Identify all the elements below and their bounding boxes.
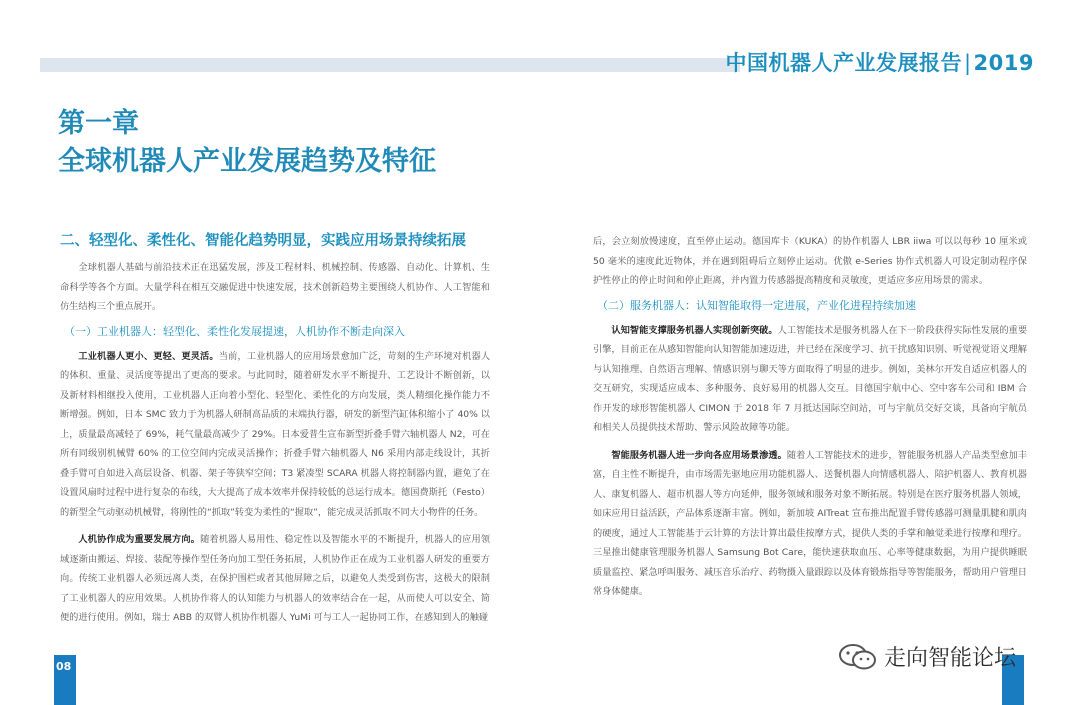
report-year: 2019: [973, 51, 1034, 75]
paragraph-collaboration: [60, 530, 490, 628]
header-title: [725, 48, 1034, 78]
paragraph-body: 随着人工智能技术的进步，智能服务机器人产品类型愈加丰富，自主性不断提升，由市场需先驱地应用功能机器人、送餐机器人向情感机器人、陪护机器人、教育机器人、康复机器人、超市机器人等方向延伸，服务领域和服务对象不断拓展。特别是在医疗服务机器人领域，如床应用日益活跃，产品体系逐渐丰富。例如，新加坡 AITreat 宣布推出配置手臂传感器可测量肌腱和肌肉的硬度，通过人工智能基于云计算的方法计算出最佳按摩方式，提供人类的手掌和触觉柔进行按摩和理疗。三星推出健康管理服务机器人 Samsung Bot Care，能快速获取血压、心率等健康数据，为用户提供睡眠质量监控、紧急呼叫服务、减压音乐治疗、药物摄入量跟踪以及体育锻炼指导等智能服务，帮助用户管理日常身体健康。: [593, 449, 1027, 597]
chapter-number: 第一章: [58, 108, 139, 139]
left-column: [60, 230, 490, 628]
paragraph-lead: 工业机器人更小、更轻、更灵活。: [78, 350, 219, 362]
paragraph-lead: 认知智能支撑服务机器人实现创新突破。: [611, 324, 778, 336]
paragraph-lead: 智能服务机器人进一步向各应用场景渗透。: [611, 449, 787, 461]
paragraph-lead: 人机协作成为重要发展方向。: [78, 534, 201, 545]
wechat-icon: [838, 644, 878, 670]
section-heading: 二、轻型化、柔性化、智能化趋势明显，实践应用场景持续拓展: [60, 233, 466, 249]
page-number: 08: [56, 660, 72, 673]
header-stripe: [40, 58, 740, 72]
subsection-heading-industrial: （一）工业机器人：轻型化、柔性化发展提速，人机协作不断走向深入: [64, 324, 405, 338]
right-column: [593, 232, 1027, 602]
intro-paragraph: 全球机器人基础与前沿技术正在迅猛发展，涉及工程材料、机械控制、传感器、自动化、计算机、生命科学等各个方面。大量学科在相互交融促进中快速发展，技术创新趋势主要围绕人机协作、人工智能和仿生结构三个重点展开。: [60, 262, 490, 312]
watermark-text: 走向智能论坛: [884, 646, 1017, 671]
paragraph-application: [593, 446, 1027, 602]
header-separator: |: [963, 51, 972, 75]
paragraph-body: 随着机器人易用性、稳定性以及智能水平的不断提升，机器人的应用领域逐渐由搬运、焊接、装配等操作型任务向加工型任务拓展，人机协作正在成为工业机器人研发的重要方向。传统工业机器人必须远离人类，在保护围栏或者其他屏障之后，以避免人类受到伤害，这极大的限制了工业机器人的应用效果。人机协作将人的认知能力与机器人的效率结合在一起，从而使人可以安全、简便的进行使用。例如，瑞士 ABB 的双臂人机协作机器人 YuMi 可与工人一起协同工作，在感知到人的触碰: [60, 534, 491, 623]
paragraph-body: 人工智能技术是服务机器人在下一阶段获得实际性发展的重要引擎，目前正在从感知智能向认知智能加速迈进，并已经在深度学习、抗干扰感知识别、听觉视觉语义理解与认知推理、自然语言理解、情感识别与聊天等方面取得了明显的进步。例如，美林尔开发自适应机器人的交互研究，实现适应成本、多种服务、良好易用的机器人交互。目德国宇航中心、空中客车公司和 IBM 合作开发的球形智能机器人 CIMON 于 2018 年 7 月抵达国际空间站，可与宇航员交好交谈，具备向宇航员和相关人员提供技术帮助、警示风险故障等功能。: [593, 324, 1028, 433]
watermark: [838, 642, 1016, 676]
continued-paragraph: 后，会立刻放慢速度，直至停止运动。德国库卡（KUKA）的协作机器人 LBR iiwa 可以以每秒 10 厘米或 50 毫米的速度此近物体，并在遇到阻碍后立刻停止运动。优傲 e-Series 协作式机器人可设定制动程序保护性停止的停止时间和停止距离，并内置力传感器提高精度和灵敏度，更适应多应用场景的需求。: [593, 236, 1027, 286]
paragraph-body: 当前，工业机器人的应用场景愈加广泛，苛刻的生产环境对机器人的体积、重量、灵活度等提出了更高的要求。与此同时，随着研发水平不断提升、工艺设计不断创新，以及新材料相继投入使用，工业机器人正向着小型化、轻型化、柔性化的方向发展，类人精细化操作能力不断增强。例如，日本 SMC 致力于为机器人研制高品质的末端执行器，研发的新型汽缸体积缩小了 40% 以上，质量最高减轻了 69%，耗气量最高减少了 29%。日本爱普生宣布新型折叠手臂六轴机器人 N2，可在所有同级别机械臂 60% 的工位空间内完成灵活操作；折叠手臂六轴机器人 N6 采用内部走线设计，其折叠手臂可自如进入高层设备、机器、架子等狭窄空间；T3 紧凑型 SCARA 机器人将控制器内置，避免了在设置风扇时过程中进行复杂的布线，大大提高了成本效率并保持较低的总运行成本。德国费斯托（Festo）的新型全气动驱动机械臂，将刚性的“抓取”转变为柔性的“握取”，能完成灵活抓取不同大小物件的任务。: [60, 350, 491, 518]
paragraph-cognitive: [593, 321, 1027, 438]
report-title: 中国机器人产业发展报告: [725, 51, 962, 75]
subsection-heading-service: （二）服务机器人：认知智能取得一定进展，产业化进程持续加速: [597, 298, 916, 312]
chapter-title: 全球机器人产业发展趋势及特征: [58, 146, 436, 177]
paragraph-lightweight: [60, 347, 490, 523]
